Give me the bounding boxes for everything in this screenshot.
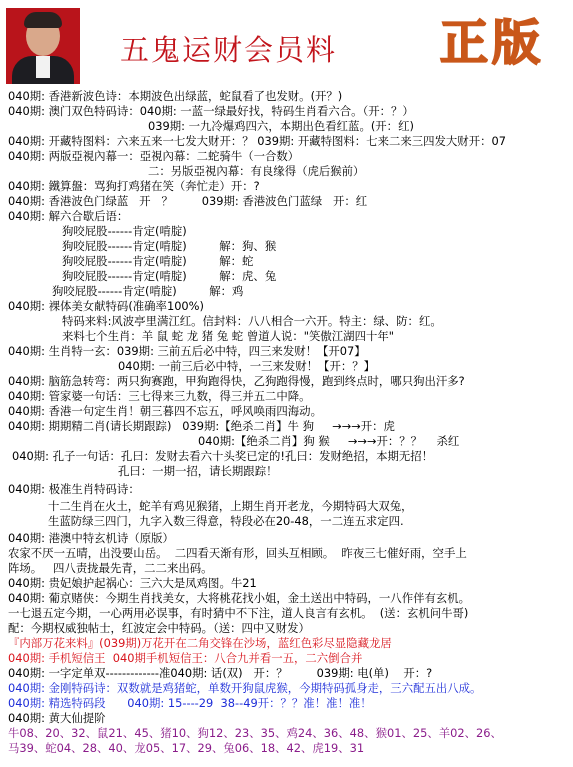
line-24: 040期:【绝杀二肖】狗 猴 →→→开：？？ 杀红	[198, 434, 460, 448]
line-18: 040期: 生肖特一玄：039期: 三前五后必中特，四三来发财！【开07】	[8, 344, 366, 358]
line-19: 040期: 一前三后必中特，一三来发财！【开：？】	[118, 359, 376, 373]
line-21: 040期: 管家婆一句话：三七得来三九数，得三并五二中降。	[8, 389, 311, 403]
line-20: 040期: 脑筋急转弯：两只狗赛跑，甲狗跑得快，乙狗跑得慢，跑到终点时，哪只狗出汗多?	[8, 374, 465, 388]
line-4: 040期: 开藏特图料：六来五来一七发大财开：？ 039期: 开藏特图料：七来二来三四发大财开：07	[8, 134, 506, 148]
line-11: 狗咬屁股------肯定(啃腚) 解：狗、猴	[62, 239, 277, 253]
line-25: 040期: 孔子一句话：孔曰：发财去看六十头奖已定的!孔曰：发财绝招，本期无招！	[12, 449, 434, 463]
line-2: 040期: 澳门双色特码诗：040期: 一蓝一绿最好找，特码生肖看六合。（开：？）	[8, 104, 414, 118]
line-43: 牛08、20、32、鼠21、45、猪10、狗12、23、35、鸡24、36、48、猴01、25、羊02、26、	[8, 726, 502, 740]
hair-shape	[24, 12, 62, 28]
line-34: 040期: 葡京赌侠：今期生肖找美女，大将桃花找小姐，金土送出中特码，一八作伴有玄机。	[8, 591, 471, 605]
line-7: 040期: 鐵算盤：骂狗打鸡猪在笑（奔忙走）开：?	[8, 179, 260, 193]
line-31: 农家不厌一五晴，出没要山岳。 二四看天渐有形，回头互相顾。 昨夜三七催好雨，空手上	[8, 546, 467, 560]
line-33: 040期: 贵妃娘护起祸心：三六大是凤鸡图。牛21	[8, 576, 257, 590]
logo-text: 正版	[440, 15, 545, 71]
line-44: 马39、蛇04、28、40、龙05、17、29、兔06、18、42、虎19、31	[8, 741, 365, 755]
line-36: 配：今期权威独帖士，红波定会中特码。（送：四中又财发）	[8, 621, 310, 635]
line-32: 阵场。 四八责拢最先青，二二来出码。	[8, 561, 213, 575]
line-30: 040期: 港澳中特玄机诗（原版）	[8, 531, 174, 545]
line-12: 狗咬屁股------肯定(啃腚) 解：蛇	[62, 254, 254, 268]
line-16: 特码来料:风波亭里满江红。信封料：八八相合一六开。特主：绿、防：红。	[62, 314, 442, 328]
line-22: 040期: 香港一句定生肖！朝三暮四不忘五，呼风唤雨四海动。	[8, 404, 322, 418]
line-17: 来料七个生肖：羊 鼠 蛇 龙 猪 兔 蛇 曾道人说："笑傲江湖四十年"	[62, 329, 394, 343]
line-1: 040期: 香港新波色诗：本期波色出绿蓝，蛇鼠看了也发财。(开？)	[8, 89, 343, 103]
page-title: 五鬼运财会员料	[120, 33, 338, 67]
line-29: 生蓝防绿三四门，九字入数三得意，特段必在20-48，一二连五求定四.	[48, 514, 404, 528]
line-14: 狗咬屁股------肯定(啃腚) 解：鸡	[52, 284, 244, 298]
shirt-shape	[36, 56, 50, 78]
line-41: 040期: 精选特码段 040期: 15----29 38--49开：？？准！准！准！	[8, 696, 372, 710]
line-37: 『内部万花来料』(039期)万花开在二角交锋在沙场，蓝红色彩尽显隐藏龙居	[8, 636, 392, 650]
line-9: 040期: 解六合歇后语：	[8, 209, 129, 223]
line-27: 040期: 极准生肖特码诗：	[8, 482, 140, 496]
line-5: 040期: 两版亞視內幕一：亞視內幕：二蛇骑牛（一合数）	[8, 149, 300, 163]
line-42: 040期: 黄大仙提阶	[8, 711, 106, 725]
line-3: 039期: 一九冷爆鸡四六，本期出色看红蓝。(开：红)	[148, 119, 414, 133]
line-39: 040期: 一字定单双-------------准040期: 话(双) 开：？ 039期: 电(单) 开：?	[8, 666, 433, 680]
avatar-photo	[6, 8, 80, 84]
line-13: 狗咬屁股------肯定(啃腚) 解：虎、兔	[62, 269, 277, 283]
line-6: 二：另版亞視內幕：有良缘得（虎后猴前）	[148, 164, 365, 178]
line-40: 040期: 金刚特码诗：双数就是鸡猪蛇，单数开狗鼠虎猴，今期特码孤身走，三六配五出八成。	[8, 681, 482, 695]
line-23: 040期: 期期精二肖(请长期跟踪) 039期:【绝杀二肖】牛 狗 →→→开：虎	[8, 419, 395, 433]
line-28: 十二生肖在火土，蛇羊有鸡见猴猪，上期生肖开老龙，今期特码大双兔，	[48, 499, 413, 513]
line-10: 狗咬屁股------肯定(啃腚)	[62, 224, 187, 238]
line-8: 040期: 香港波色门绿蓝 开 ？ 039期: 香港波色门蓝绿 开：红	[8, 194, 368, 208]
line-15: 040期: 裸体美女献特码(准确率100%)	[8, 299, 204, 313]
line-38: 040期: 手机短信王 040期手机短信王：八合九并看一五，二六倒合并	[8, 651, 363, 665]
line-26: 孔曰：一期一招，请长期跟踪！	[118, 464, 278, 478]
line-35: 一七退五定今期，一心两用必误事，有时猜中不下注，道人良言有玄机。 (送：玄机问牛哥)	[8, 606, 469, 620]
